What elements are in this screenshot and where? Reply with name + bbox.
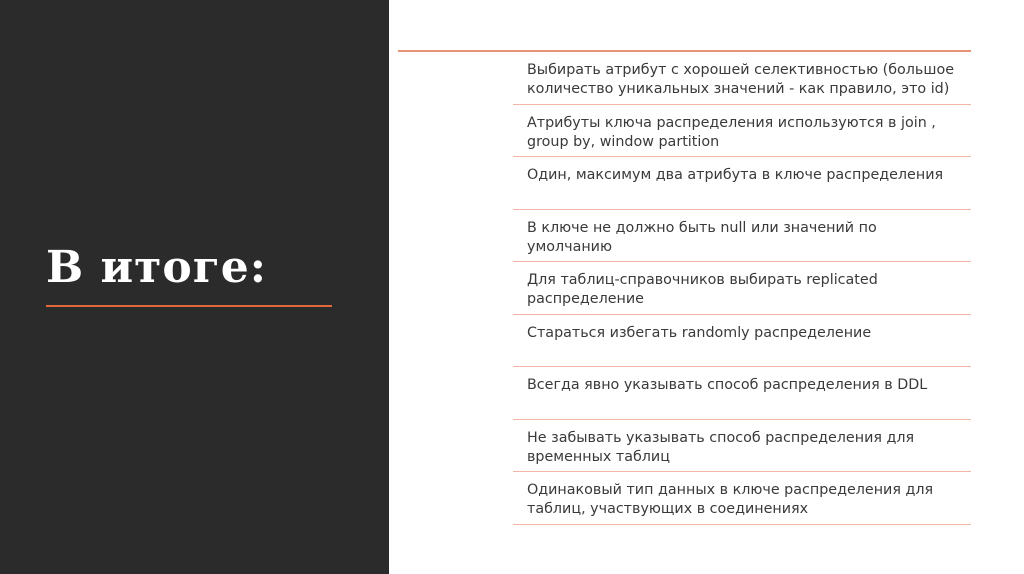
list-item — [513, 52, 971, 105]
list-item — [513, 472, 971, 525]
list-item-text: Один, максимум два атрибута в ключе распределения — [527, 167, 944, 183]
list-item-text: Выбирать атрибут с хорошей селективностью (большое количество уникальных значений - как правило, это id) — [527, 62, 954, 97]
list-item-text: Атрибуты ключа распределения используются в join , group by, window partition — [527, 114, 936, 150]
title-underline — [46, 305, 332, 307]
slide-title: В итоге: — [46, 242, 267, 293]
list-item — [513, 315, 971, 368]
list-item-text: Стараться избегать randomly распределение — [527, 324, 872, 341]
list-item — [513, 420, 971, 473]
list-item — [513, 210, 971, 263]
list-item-text: Не забывать указывать способ распределения для временных таблиц — [527, 429, 915, 465]
list-item-text: В ключе не должно быть null или значений по умолчанию — [527, 219, 877, 255]
bullet-list — [513, 52, 971, 525]
list-item-text: Всегда явно указывать способ распределения в DDL — [527, 377, 928, 393]
list-item-text: Для таблиц-справочников выбирать replicated распределение — [527, 272, 878, 307]
list-item — [513, 367, 971, 420]
left-panel — [0, 0, 389, 574]
list-item-text: Одинаковый тип данных в ключе распределения для таблиц, участвующих в соединениях — [527, 482, 934, 517]
list-item — [513, 157, 971, 210]
list-item — [513, 262, 971, 315]
list-item — [513, 105, 971, 158]
